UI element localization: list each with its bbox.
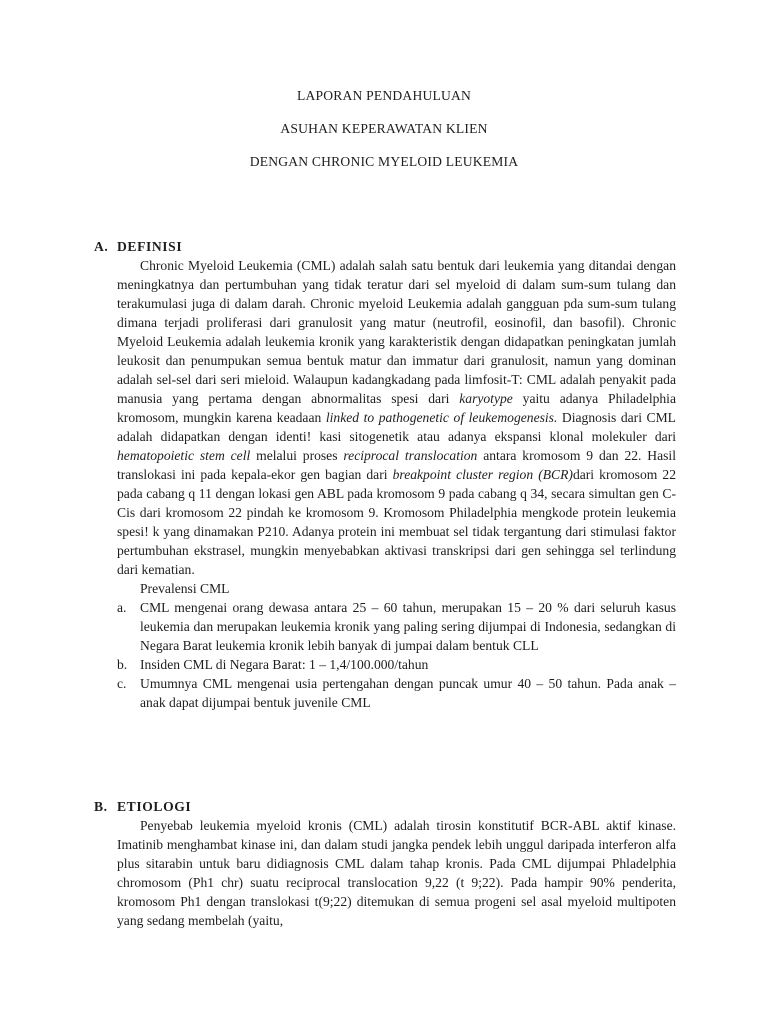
section-title: DEFINISI bbox=[117, 239, 183, 254]
section-marker: A. bbox=[94, 239, 109, 254]
text-run: yaitu adanya Philadelphia kromosom, mungkin karena keadaan bbox=[117, 391, 676, 425]
list-item-text: CML mengenai orang dewasa antara 25 – 60 tahun, merupakan 15 – 20 % dari seluruh kasus leukemia dan merupakan leukemia kronik yang paling sering dijumpai di Indonesia, sedangkan di Negara Barat leukemia kronik lebih banyak di jumpai dalam bentuk CLL bbox=[140, 600, 676, 653]
prevalensi-list bbox=[94, 598, 676, 712]
text-run: melalui proses bbox=[250, 448, 344, 463]
italic-term: reciprocal translocation bbox=[343, 448, 478, 463]
text-run: antara kromosom 9 dan 22. Hasil translokasi ini pada kepala-ekor gen bagian dari bbox=[117, 448, 676, 482]
italic-term: linked to pathogenetic of leukemogenesis. bbox=[325, 410, 558, 425]
list-item bbox=[94, 598, 676, 655]
list-item bbox=[94, 655, 676, 674]
section-title: ETIOLOGI bbox=[117, 799, 192, 814]
list-item-text: Insiden CML di Negara Barat: 1 – 1,4/100.000/tahun bbox=[140, 657, 429, 672]
title-line-3: DENGAN CHRONIC MYELOID LEUKEMIA bbox=[249, 154, 519, 169]
section-heading bbox=[94, 797, 676, 816]
title-line-2: ASUHAN KEPERAWATAN KLIEN bbox=[280, 121, 488, 136]
text-run: Chronic Myeloid Leukemia (CML) adalah salah satu bentuk dari leukemia yang ditandai dengan meningkatnya dan pertumbuhan yang tidak teratur dari sel myeloid di dalam sum-sum tulang dan terakumulasi juga di dalam darah. Chronic myeloid Leukemia adalah gangguan pda sum-sum tulang dimana terjadi proliferasi dari granulosit yang matur (neutrofil, eosinofil, dan basofil). Chronic Myeloid Leukemia adalah leukemia kronik yang karakteristik dengan didapatkan peningkatan jumlah leukosit dan penumpukan semua bentuk matur dan immatur dari granulosit, namun yang dominan adalah sel-sel dari seri mieloid. Walaupun kadangkadang pada limfosit-T: CML adalah penyakit pada manusia yang pertama dengan abnormalitas spesi dari bbox=[117, 258, 676, 406]
etiologi-paragraph: Penyebab leukemia myeloid kronis (CML) adalah tirosin konstitutif BCR-ABL aktif kinase. Imatinib menghambat kinase ini, dan dalam studi jangka pendek lebih unggul daripada interferon alfa plus sitarabin untuk baru didiagnosis CML dalam tahap kronis. Pada CML dijumpai Phladelphia chromosom (Ph1 chr) suatu reciprocal translocation 9,22 (t 9;22). Pada hampir 90% penderita, kromosom Ph1 dengan translokasi t(9;22) ditemukan di semua progeni sel asal myeloid multipoten yang sedang membelah (yaitu, bbox=[117, 818, 676, 928]
section-definisi bbox=[94, 237, 676, 712]
list-marker: c. bbox=[117, 676, 127, 691]
list-item-text: Umumnya CML mengenai usia pertengahan dengan puncak umur 40 – 50 tahun. Pada anak – anak dapat dijumpai bentuk juvenile CML bbox=[140, 676, 676, 710]
text-run: dari kromosom 22 pada cabang q 11 dengan lokasi gen ABL pada kromosom 9 pada cabang q 34, secara simultan gen C-Cis dari kromosom 22 pindah ke kromosom 9. Kromosom Philadelphia mengkode protein leukemia spesi! k yang dinamakan P210. Adanya protein ini membuat sel tidak tergantung dari stimulasi faktor pertumbuhan ekstrasel, mungkin menyebabkan aktivasi transkripsi dari gen sehingga sel terlindung dari kematian. bbox=[117, 467, 676, 577]
prevalensi-subheading: Prevalensi CML bbox=[140, 581, 230, 596]
title-line-1: LAPORAN PENDAHULUAN bbox=[296, 88, 472, 103]
document-title-block bbox=[0, 86, 768, 185]
list-item bbox=[94, 674, 676, 712]
italic-term: karyotype bbox=[459, 391, 513, 406]
text-run: Diagnosis dari CML adalah didapatkan dengan identi! kasi sitogenetik atau adanya ekspansi klonal molekuler dari bbox=[117, 410, 676, 444]
section-heading bbox=[94, 237, 676, 256]
italic-term: hematopoietic stem cell bbox=[117, 448, 251, 463]
definisi-paragraph bbox=[117, 256, 676, 579]
list-marker: b. bbox=[117, 657, 128, 672]
section-marker: B. bbox=[94, 799, 108, 814]
italic-term: breakpoint cluster region (BCR) bbox=[392, 467, 573, 482]
list-marker: a. bbox=[117, 600, 127, 615]
section-etiologi bbox=[94, 797, 676, 930]
